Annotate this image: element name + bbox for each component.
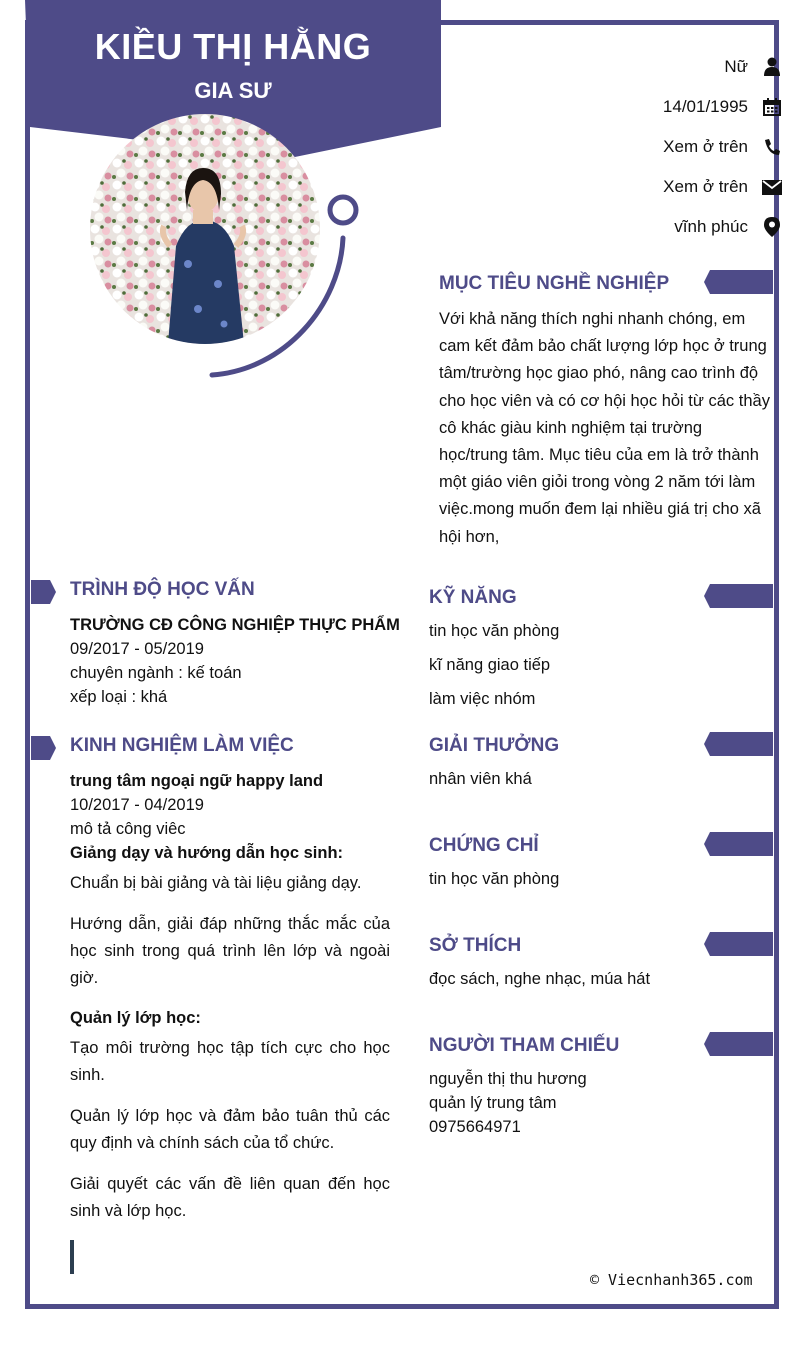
teaching-item-1: Chuẩn bị bài giảng và tài liệu giảng dạy.: [70, 874, 362, 892]
skills-title: KỸ NĂNG: [429, 587, 517, 608]
map-pin-icon: [762, 217, 782, 237]
candidate-name: KIỀU THỊ HẰNG: [94, 26, 372, 67]
reference-position: quản lý trung tâm: [429, 1094, 557, 1112]
person-icon: [762, 57, 782, 77]
contact-address: [674, 215, 748, 239]
phone-icon: [762, 137, 782, 157]
certificate-item: tin học văn phòng: [429, 870, 560, 888]
address-text: vĩnh phúc: [674, 217, 748, 236]
objective-line: học/trung tâm. Mục tiêu của em là trở thành: [439, 446, 759, 465]
reference-name: nguyễn thị thu hương: [429, 1070, 587, 1088]
gender-text: Nữ: [724, 57, 748, 76]
calendar-icon: [762, 97, 782, 117]
objective-title: MỤC TIÊU NGHỀ NGHIỆP: [439, 273, 670, 294]
job-title: GIA SƯ: [194, 78, 272, 103]
awards-title: GIẢI THƯỞNG: [429, 735, 560, 756]
award-item: nhân viên khá: [429, 770, 532, 788]
objective-text: [439, 306, 773, 551]
skill-item: làm việc nhóm: [429, 690, 536, 708]
class-item-3: Giải quyết các vấn đề liên quan đến học sinh và lớp học.: [70, 1175, 390, 1221]
education-grade: xếp loại : khá: [70, 688, 168, 706]
contact-phone: [663, 135, 748, 159]
objective-line: hội hơn,: [439, 527, 500, 546]
accent-bar: [70, 1240, 74, 1274]
skill-item: kĩ năng giao tiếp: [429, 656, 551, 674]
experience-period: 10/2017 - 04/2019: [70, 796, 204, 814]
skills-tag: [704, 584, 773, 608]
contact-email: [663, 175, 748, 199]
objective-line: cho học viên và có cơ hội học hỏi từ các thầy: [439, 391, 770, 410]
hobbies-tag: [704, 932, 773, 956]
contact-birthday: [663, 95, 748, 119]
education-period: 09/2017 - 05/2019: [70, 640, 204, 658]
education-school: TRƯỜNG CĐ CÔNG NGHIỆP THỰC PHẨM: [70, 616, 400, 634]
objective-line: việc.mong muốn đem lại nhiều giá trị cho xã: [439, 500, 761, 519]
envelope-icon: [762, 177, 782, 197]
teaching-item-2: Hướng dẫn, giải đáp những thắc mắc của học sinh trong quá trình lên lớp và ngoài giờ.: [70, 915, 390, 988]
class-heading: Quản lý lớp học:: [70, 1009, 201, 1027]
decorative-arc: [200, 190, 370, 385]
experience-company: trung tâm ngoại ngữ happy land: [70, 772, 324, 790]
experience-description-label: mô tả công viêc: [70, 820, 186, 838]
certificates-title: CHỨNG CHỈ: [429, 835, 539, 856]
phone-text: Xem ở trên: [663, 137, 748, 156]
awards-tag: [704, 732, 773, 756]
skill-item: tin học văn phòng: [429, 622, 560, 640]
education-major: chuyên ngành : kế toán: [70, 664, 242, 682]
objective-tag: [704, 270, 773, 294]
objective-line: cô khác giàu kinh nghiệm tại trường: [439, 418, 703, 437]
class-item-2: Quản lý lớp học và đảm bảo tuân thủ các quy định và chính sách của tổ chức.: [70, 1107, 390, 1153]
references-title: NGƯỜI THAM CHIẾU: [429, 1035, 620, 1056]
experience-title: KINH NGHIỆM LÀM VIỆC: [70, 735, 294, 756]
objective-line: tâm/trường học giao phó, nâng cao trình độ: [439, 364, 759, 383]
references-tag: [704, 1032, 773, 1056]
objective-line: cam kết đảm bảo chất lượng lớp học ở trung: [439, 337, 767, 356]
reference-phone: 0975664971: [429, 1118, 521, 1136]
hobby-item: đọc sách, nghe nhạc, múa hát: [429, 970, 651, 988]
footer-copyright: © Viecnhanh365.com: [590, 1271, 753, 1289]
class-item-1: Tạo môi trường học tập tích cực cho học sinh.: [70, 1039, 390, 1085]
teaching-heading: Giảng dạy và hướng dẫn học sinh:: [70, 844, 344, 862]
certificates-tag: [704, 832, 773, 856]
education-tag: [31, 580, 56, 604]
objective-line: một giáo viên giỏi trong vòng 2 năm tới làm: [439, 473, 756, 492]
email-text: Xem ở trên: [663, 177, 748, 196]
birthday-text: 14/01/1995: [662, 97, 748, 116]
contact-gender: [724, 55, 748, 79]
education-title: TRÌNH ĐỘ HỌC VẤN: [70, 579, 255, 600]
hobbies-title: SỞ THÍCH: [429, 935, 522, 956]
experience-tag: [31, 736, 56, 760]
objective-line: Với khả năng thích nghi nhanh chóng, em: [439, 310, 746, 328]
